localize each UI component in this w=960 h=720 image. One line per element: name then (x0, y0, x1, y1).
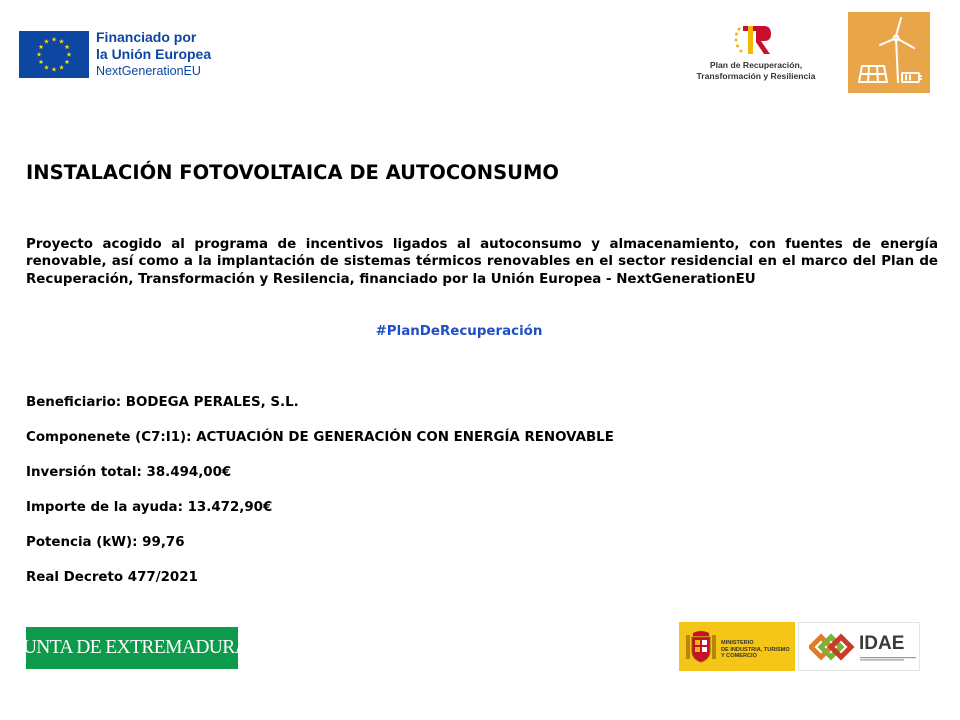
eu-star-icon (59, 39, 64, 44)
prtr-logo-icon (733, 23, 773, 57)
eu-logo-line2: la Unión Europea (96, 46, 212, 62)
detail-real-decreto: Real Decreto 477/2021 (26, 570, 198, 585)
hashtag: #PlanDeRecuperación (375, 324, 543, 339)
eu-star-icon (37, 52, 42, 57)
idae-logo (798, 622, 920, 671)
eu-star-icon (59, 65, 64, 70)
idae-logo-name: IDAE (859, 633, 905, 654)
page-title: INSTALACIÓN FOTOVOLTAICA DE AUTOCONSUMO (26, 161, 559, 184)
eu-star-icon (65, 44, 70, 49)
eu-star-icon (39, 44, 44, 49)
junta-extremadura-logo (15, 627, 249, 669)
eu-star-icon (44, 39, 49, 44)
prtr-logo-line2: Transformación y Resiliencia (696, 71, 816, 81)
prtr-logo-line1: Plan de Recuperación, (709, 60, 803, 70)
coat-of-arms-icon (685, 629, 717, 664)
ministerio-industria-logo (679, 622, 795, 671)
ministerio-logo-text (721, 640, 790, 660)
eu-star-icon (39, 59, 44, 64)
eu-flag-icon (19, 31, 89, 78)
idae-mark-icon (809, 631, 855, 663)
eu-star-icon (52, 37, 57, 42)
detail-potencia: Potencia (kW): 99,76 (26, 535, 185, 550)
intro-paragraph: Proyecto acogido al programa de incentivos ligados al autoconsumo y almacenamiento, con fuentes de energía renovable, así como a la implantación de sistemas térmicos renovables en el sector residencial en el marco del Plan de Recuperación, Transformación y Resilencia, financiado por la Unión Europea - NextGenerationEU (26, 237, 938, 287)
detail-beneficiario: Beneficiario: BODEGA PERALES, S.L. (26, 395, 299, 410)
detail-importe-ayuda: Importe de la ayuda: 13.472,90€ (26, 500, 273, 515)
detail-componente: Componenete (C7:I1): ACTUACIÓN DE GENERACIÓN CON ENERGÍA RENOVABLE (26, 430, 614, 445)
eu-star-icon (52, 67, 57, 72)
ministerio-line3: Y COMERCIO (721, 653, 757, 660)
detail-inversion-total: Inversión total: 38.494,00€ (26, 465, 232, 480)
eu-logo-line1: Financiado por (96, 29, 197, 45)
idae-tagline-graphic (860, 656, 918, 661)
eu-star-icon (65, 59, 70, 64)
ministerio-line2: DE INDUSTRIA, TURISMO (721, 646, 790, 653)
ministerio-line1: MINISTERIO (721, 640, 754, 646)
wind-turbine-solar-battery-icon (848, 12, 930, 93)
eu-funding-logo-text (96, 29, 236, 80)
eu-star-icon (44, 65, 49, 70)
junta-logo-text: JUNTA DE EXTREMADURA (15, 637, 249, 658)
prtr-logo-text (690, 60, 822, 82)
eu-logo-line3: NextGenerationEU (96, 64, 201, 78)
eu-star-icon (67, 52, 72, 57)
